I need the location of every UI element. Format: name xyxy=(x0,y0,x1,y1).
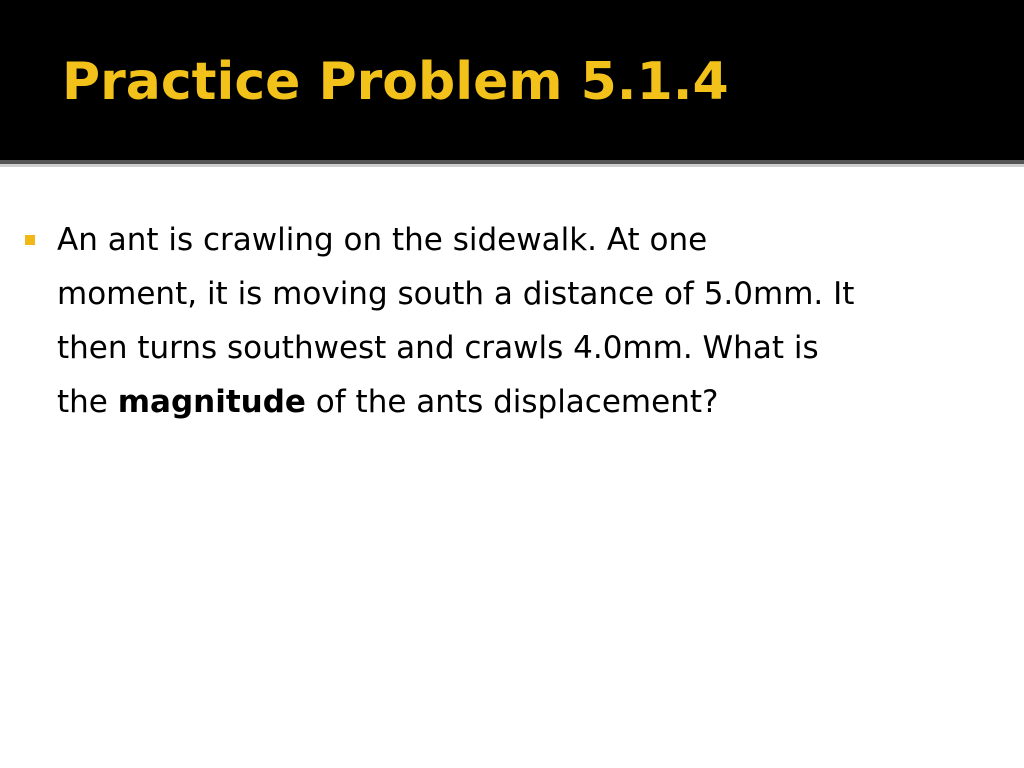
title-bar xyxy=(0,0,1024,160)
title-divider-highlight xyxy=(0,164,1024,167)
bullet-item xyxy=(22,213,1012,429)
bullet-text-line-last xyxy=(57,375,1012,429)
bullet-text-line: then turns southwest and crawls 4.0mm. What is xyxy=(57,330,819,366)
emphasized-text: magnitude xyxy=(117,384,306,420)
text-before-emphasis: the xyxy=(57,384,118,420)
bullet-list xyxy=(22,213,1012,429)
slide-title: Practice Problem 5.1.4 xyxy=(62,52,729,112)
text-after-emphasis: of the ants displacement? xyxy=(305,384,719,420)
square-bullet-icon xyxy=(25,235,35,245)
bullet-text-line: An ant is crawling on the sidewalk. At one xyxy=(57,222,708,258)
bullet-text-line: moment, it is moving south a distance of 5.0mm. It xyxy=(57,276,855,312)
